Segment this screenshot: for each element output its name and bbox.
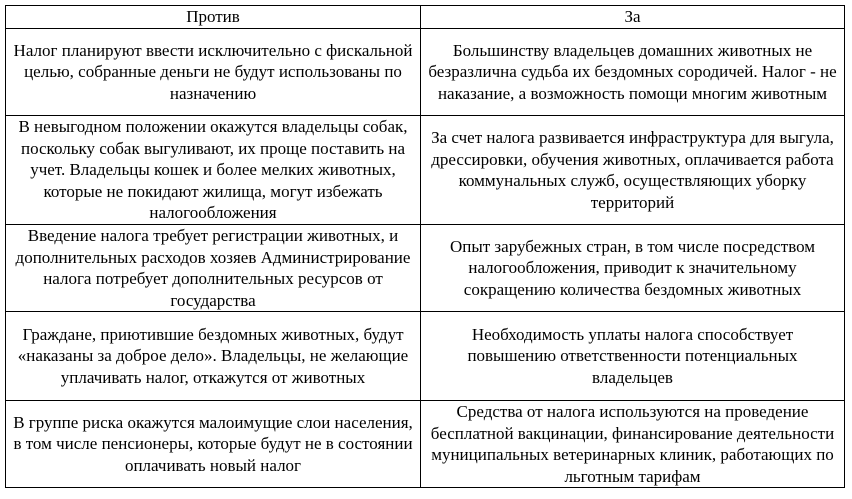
cell-for: Средства от налога используются на проведение бесплатной вакцинации, финансирование деятельности муниципальных ветеринарных клиник, работающих по льготным тарифам (421, 401, 845, 488)
table-row (6, 29, 845, 116)
cell-against: В группе риска окажутся малоимущие слои населения, в том числе пенсионеры, которые будут не в состоянии оплачивать новый налог (6, 401, 421, 488)
header-for: За (421, 6, 845, 29)
pros-cons-table (5, 5, 845, 488)
table-row (6, 401, 845, 488)
cell-against: Налог планируют ввести исключительно с фискальной целью, собранные деньги не будут использованы по назначению (6, 29, 421, 116)
cell-against: Граждане, приютившие бездомных животных, будут «наказаны за доброе дело». Владельцы, не желающие уплачивать налог, откажутся от животных (6, 312, 421, 401)
cell-for: За счет налога развивается инфраструктура для выгула, дрессировки, обучения животных, оплачивается работа коммунальных служб, осуществляющих уборку территорий (421, 116, 845, 225)
cell-for: Опыт зарубежных стран, в том числе посредством налогообложения, приводит к значительному сокращению количества бездомных животных (421, 225, 845, 312)
table-header-row (6, 6, 845, 29)
cell-for: Большинству владельцев домашних животных не безразлична судьба их бездомных сородичей. Налог - не наказание, а возможность помощи многим животным (421, 29, 845, 116)
table-row (6, 225, 845, 312)
table-row (6, 116, 845, 225)
cell-against: Введение налога требует регистрации животных, и дополнительных расходов хозяев Администрирование налога потребует дополнительных ресурсов от государства (6, 225, 421, 312)
cell-against: В невыгодном положении окажутся владельцы собак, поскольку собак выгуливают, их проще поставить на учет. Владельцы кошек и более мелких животных, которые не покидают жилища, могут избежать налогообложения (6, 116, 421, 225)
table-row (6, 312, 845, 401)
header-against: Против (6, 6, 421, 29)
cell-for: Необходимость уплаты налога способствует повышению ответственности потенциальных владельцев (421, 312, 845, 401)
